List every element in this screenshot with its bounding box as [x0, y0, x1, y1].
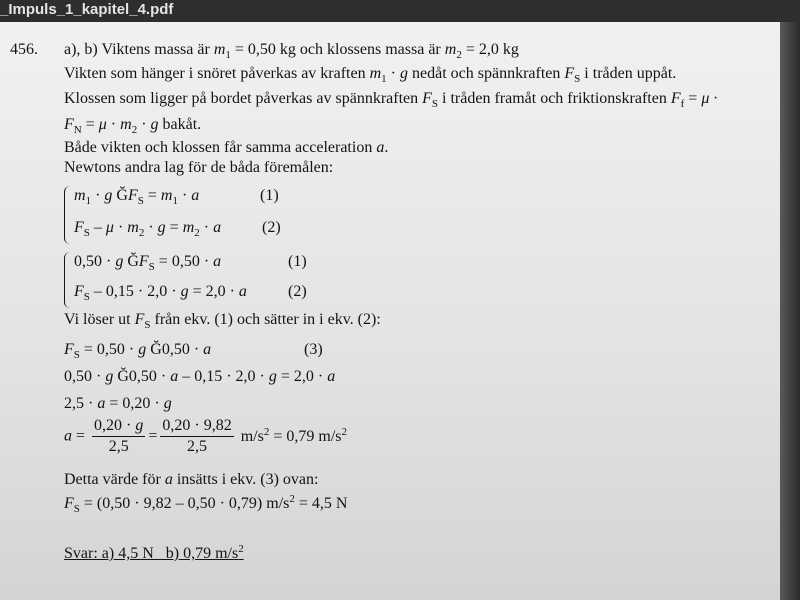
equation-4: $F_S - 0,15 \cdot 2,0 \cdot g = 2,0 \cdot a$	[74, 283, 247, 303]
equation-1: $m_1 \cdot g$ $ĞF_S = m_1 \cdot a$	[74, 187, 200, 207]
line-solve-fs: Vi löser ut $F_S$ från ekv. (1) och sätter in i ekv. (2):	[64, 311, 381, 331]
line-weight-forces: Vikten som hänger i snöret påverkas av kraften $m_1 \cdot g$ nedåt och spännkraften $F_S$ i tråden uppåt.	[64, 65, 677, 85]
equation-2: $F_S - \mu \cdot m_2 \cdot g = m_2 \cdot a$	[74, 219, 222, 239]
line-masses: a), b) Viktens massa är $m_1 = 0,50$ kg och klossens massa är $m_2 = 2,0$ kg	[64, 41, 519, 61]
problem-number: 456.	[10, 41, 38, 58]
answer-line: Svar: a) 4,5 N b) 0,79 $m/s^2$	[64, 543, 244, 562]
window-title-bar	[0, 0, 800, 22]
line-substitute: Detta värde för a insätts i ekv. (3) ovan:	[64, 471, 319, 488]
equation-5: $F_S = 0,50 \cdot g$ Ğ0,50 · a	[64, 341, 212, 361]
equation-4-tag: (2)	[288, 283, 307, 300]
line-newton: Newtons andra lag för de båda föremålen:	[64, 159, 334, 176]
line-block-forces: Klossen som ligger på bordet påverkas av spännkraften $F_S$ i tråden framåt och friktionskraften $F_f = \mu$ ·	[64, 90, 718, 110]
equation-3-tag: (1)	[288, 253, 307, 270]
equation-2-tag: (2)	[262, 219, 281, 236]
line-normal-force: $F_N = \mu \cdot m_2 \cdot g$ bakåt.	[64, 116, 202, 136]
document-page	[0, 22, 780, 600]
equation-8: a = $\frac{0,20 \cdot g}{2,5}$ = $\frac{0,20 \cdot 9,82}{2,5}$ $m/s^2 = 0,79$ $m/s^2$	[64, 417, 347, 455]
dark-edge	[780, 22, 800, 600]
window-title: _Impuls_1_kapitel_4.pdf	[0, 1, 174, 18]
equation-1-tag: (1)	[260, 187, 279, 204]
line-same-acceleration: Både vikten och klossen får samma acceleration a.	[64, 139, 389, 156]
equation-6: 0,50 · g Ğ0,50 · a – 0,15 · 2,0 · g = 2,0 · a	[64, 368, 336, 385]
system-brace-1	[64, 186, 73, 244]
equation-5-tag: (3)	[304, 341, 323, 358]
fraction-1: $\frac{0,20 \cdot g}{2,5}$	[94, 417, 144, 455]
equation-7: 2,5 · a = 0,20 · g	[64, 395, 172, 412]
equation-9: $F_S = (0,50 \cdot 9,82 - 0,50 \cdot 0,79) m/s^2 = 4,5$ N	[64, 493, 348, 515]
equation-3: 0,50 · g $ĞF_S = 0,50 \cdot a$	[74, 253, 222, 273]
system-brace-2	[64, 252, 73, 308]
fraction-2: $\frac{0,20 \cdot 9,82}{2,5}$	[162, 417, 232, 455]
